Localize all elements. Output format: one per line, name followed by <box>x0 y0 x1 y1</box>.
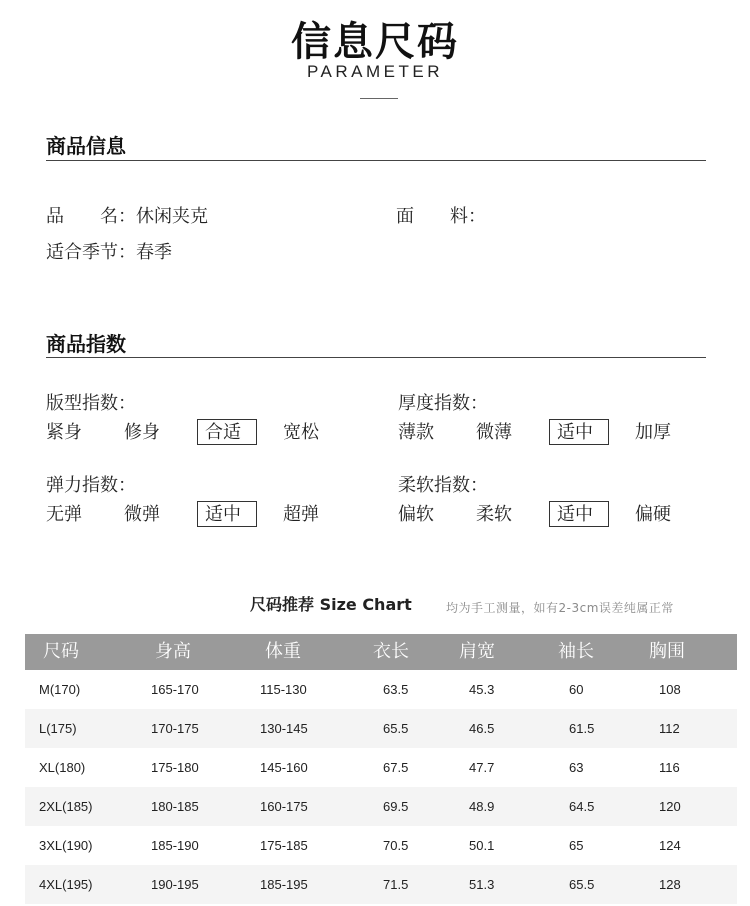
product-info-heading: 商品信息 <box>46 134 126 158</box>
name-label: 品 名： <box>46 206 136 227</box>
table-cell: 2XL(185) <box>39 799 93 814</box>
table-cell: 63.5 <box>383 682 409 697</box>
thickness-option: 薄款 <box>398 422 434 443</box>
table-cell: 190-195 <box>151 877 199 892</box>
softness-option: 偏硬 <box>635 504 671 525</box>
table-cell: 128 <box>659 877 681 892</box>
softness-option: 柔软 <box>476 504 512 525</box>
thickness-index-title: 厚度指数： <box>398 393 488 414</box>
table-cell: 165-170 <box>151 682 199 697</box>
table-row <box>25 709 737 748</box>
thickness-option: 微薄 <box>476 422 512 443</box>
size-chart-title: 尺码推荐 Size Chart <box>250 595 412 614</box>
page-title: 信息尺码 <box>291 19 459 65</box>
table-cell: 115-130 <box>260 682 307 697</box>
table-cell: 120 <box>659 799 681 814</box>
table-cell: 3XL(190) <box>39 838 93 853</box>
table-cell: 180-185 <box>151 799 199 814</box>
table-cell: 70.5 <box>383 838 409 853</box>
table-cell: 45.3 <box>469 682 495 697</box>
table-cell: 145-160 <box>260 760 308 775</box>
header-cell-shoulder: 肩宽 <box>459 641 495 662</box>
elasticity-option: 超弹 <box>283 504 319 525</box>
season-label: 适合季节： <box>46 242 136 263</box>
header-cell-weight: 体重 <box>265 641 301 662</box>
table-cell: 170-175 <box>151 721 199 736</box>
table-cell: 116 <box>659 760 680 775</box>
fit-option: 宽松 <box>283 422 319 443</box>
table-cell: 65 <box>569 838 584 853</box>
header-cell-chest: 胸围 <box>649 641 685 662</box>
table-row <box>25 670 737 709</box>
table-cell: 65.5 <box>383 721 409 736</box>
size-chart-note: 均为手工测量，如有2-3cm误差纯属正常 <box>446 601 674 615</box>
table-cell: 112 <box>659 721 680 736</box>
table-cell: 185-190 <box>151 838 199 853</box>
table-row <box>25 826 737 865</box>
table-cell: L(175) <box>39 721 77 736</box>
product-index-divider <box>46 357 706 358</box>
header-cell-height: 身高 <box>155 641 191 662</box>
fit-option: 修身 <box>124 422 160 443</box>
table-cell: 47.7 <box>469 760 495 775</box>
size-table-header <box>25 634 737 670</box>
elasticity-option: 微弹 <box>124 504 160 525</box>
table-row <box>25 787 737 826</box>
table-cell: 51.3 <box>469 877 495 892</box>
header-cell-length: 衣长 <box>373 641 409 662</box>
table-cell: 65.5 <box>569 877 595 892</box>
fit-option-selected: 合适 <box>197 419 257 445</box>
table-cell: 175-185 <box>260 838 308 853</box>
softness-index-title: 柔软指数： <box>398 475 488 496</box>
table-cell: M(170) <box>39 682 81 697</box>
thickness-option: 加厚 <box>635 422 671 443</box>
table-cell: 67.5 <box>383 760 409 775</box>
table-cell: 69.5 <box>383 799 409 814</box>
table-cell: 71.5 <box>383 877 409 892</box>
name-value: 休闲夹克 <box>136 206 208 227</box>
table-cell: 160-175 <box>260 799 308 814</box>
season-value: 春季 <box>136 242 172 263</box>
table-cell: 46.5 <box>469 721 495 736</box>
table-cell: 108 <box>659 682 681 697</box>
table-cell: 63 <box>569 760 584 775</box>
page-subtitle: PARAMETER <box>306 62 444 81</box>
table-row <box>25 748 737 787</box>
table-cell: 175-180 <box>151 760 199 775</box>
fit-option: 紧身 <box>46 422 82 443</box>
table-row <box>25 865 737 904</box>
material-label: 面 料： <box>396 206 486 227</box>
table-cell: 64.5 <box>569 799 595 814</box>
table-cell: 60 <box>569 682 584 697</box>
product-index-heading: 商品指数 <box>46 332 126 356</box>
elasticity-index-title: 弹力指数： <box>46 475 136 496</box>
header-cell-size: 尺码 <box>43 641 79 662</box>
table-cell: 48.9 <box>469 799 495 814</box>
table-cell: 50.1 <box>469 838 495 853</box>
elasticity-option-selected: 适中 <box>197 501 257 527</box>
header-cell-sleeve: 袖长 <box>558 641 594 662</box>
table-cell: 130-145 <box>260 721 308 736</box>
table-cell: 4XL(195) <box>39 877 93 892</box>
table-cell: XL(180) <box>39 760 86 775</box>
title-divider <box>360 98 398 99</box>
fit-index-title: 版型指数： <box>46 393 136 414</box>
elasticity-option: 无弹 <box>46 504 82 525</box>
table-cell: 185-195 <box>260 877 308 892</box>
table-cell: 61.5 <box>569 721 595 736</box>
thickness-option-selected: 适中 <box>549 419 609 445</box>
softness-option: 偏软 <box>398 504 434 525</box>
product-info-divider <box>46 160 706 161</box>
softness-option-selected: 适中 <box>549 501 609 527</box>
table-cell: 124 <box>659 838 681 853</box>
